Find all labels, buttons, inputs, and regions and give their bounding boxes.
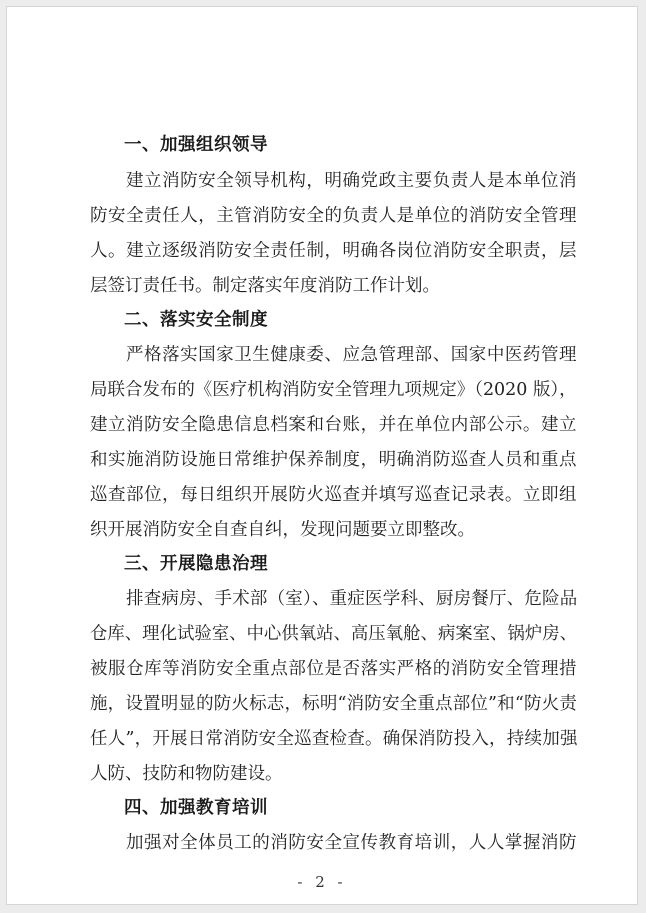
paragraph-line: 巡查部位，每日组织开展防火巡查并填写巡查记录表。立即组 [90,485,578,505]
paragraph-line: 被服仓库等消防安全重点部位是否落实严格的消防安全管理措 [90,659,578,679]
paragraph-line: 防安全责任人，主管消防安全的负责人是单位的消防安全管理 [90,206,578,226]
document-body [7,7,637,904]
document-page [6,6,638,905]
paragraph-line: 严格落实国家卫生健康委、应急管理部、国家中医药管理 [126,345,578,365]
paragraph-line: 人防、技防和物防建设。 [90,764,283,784]
paragraph-line: 织开展消防安全自查自纠，发现问题要立即整改。 [90,520,475,540]
section-heading: 一、加强组织领导 [124,135,268,155]
paragraph-line: 层签订责任书。制定落实年度消防工作计划。 [90,276,440,296]
paragraph-line: 建立消防安全隐患信息档案和台账，并在单位内部公示。建立 [90,415,578,435]
paragraph-line: 施，设置明显的防火标志，标明“消防安全重点部位”和“防火责 [90,694,578,714]
paragraph-line: 加强对全体员工的消防安全宣传教育培训，人人掌握消防 [126,833,578,853]
paragraph-line: 局联合发布的《医疗机构消防安全管理九项规定》（2020 版）， [90,380,577,400]
section-heading: 四、加强教育培训 [124,798,268,818]
section-heading: 三、开展隐患治理 [124,554,268,574]
paragraph-line: 人。建立逐级消防安全责任制，明确各岗位消防安全职责，层 [90,241,578,261]
paragraph-line: 和实施消防设施日常维护保养制度，明确消防巡查人员和重点 [90,450,578,470]
page-number: - 2 - [297,873,347,891]
paragraph-line: 排查病房、手术部（室）、重症医学科、厨房餐厅、危险品 [126,589,578,609]
paragraph-line: 建立消防安全领导机构，明确党政主要负责人是本单位消 [126,171,578,191]
paragraph-line: 任人”，开展日常消防安全巡查检查。确保消防投入，持续加强 [90,729,578,749]
paragraph-line: 仓库、理化试验室、中心供氧站、高压氧舱、病案室、锅炉房、 [90,624,577,644]
section-heading: 二、落实安全制度 [124,310,268,330]
